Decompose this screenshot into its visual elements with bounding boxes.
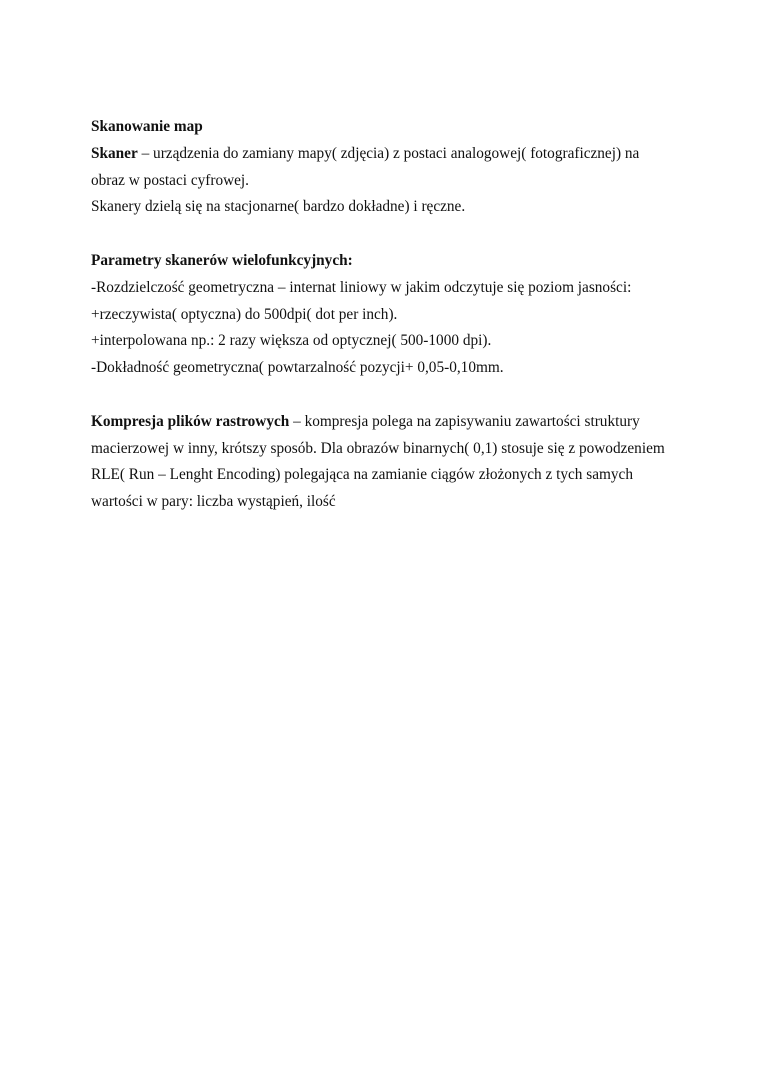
section-title-parameters: Parametry skanerów wielofunkcyjnych: <box>91 251 353 269</box>
term-kompresja: Kompresja plików rastrowych <box>91 412 290 430</box>
compression-line-1: Kompresja plików rastrowych – kompresja polega na zapisywaniu zawartości struktury <box>91 412 640 430</box>
scanner-definition-line-1: Skaner – urządzenia do zamiany mapy( zdjęcia) z postaci analogowej( fotograficznej) na <box>91 144 640 162</box>
paragraph-gap <box>91 382 691 409</box>
compression-line-2: macierzowej w inny, krótszy sposób. Dla obrazów binarnych( 0,1) stosuje się z powodzeniem <box>91 439 665 457</box>
parameters-line-2: +rzeczywista( optyczna) do 500dpi( dot per inch). <box>91 305 398 323</box>
parameters-line-3: +interpolowana np.: 2 razy większa od optycznej( 500-1000 dpi). <box>91 332 492 350</box>
compression-line-3: RLE( Run – Lenght Encoding) polegająca na zamianie ciągów złożonych z tych samych <box>91 466 633 484</box>
scanner-types-line: Skanery dzielą się na stacjonarne( bardzo dokładne) i ręczne. <box>91 198 466 216</box>
document-body <box>91 114 691 516</box>
parameters-line-1: -Rozdzielczość geometryczna – internat liniowy w jakim odczytuje się poziom jasności: <box>91 278 632 296</box>
paragraph-gap <box>91 221 691 248</box>
term-skaner: Skaner <box>91 144 138 162</box>
compression-line-4: wartości w pary: liczba wystąpień, ilość <box>91 493 336 511</box>
section-title-scanning: Skanowanie map <box>91 118 203 135</box>
parameters-line-4: -Dokładność geometryczna( powtarzalność pozycji+ 0,05-0,10mm. <box>91 359 504 377</box>
scanner-definition-line-2: obraz w postaci cyfrowej. <box>91 171 250 189</box>
